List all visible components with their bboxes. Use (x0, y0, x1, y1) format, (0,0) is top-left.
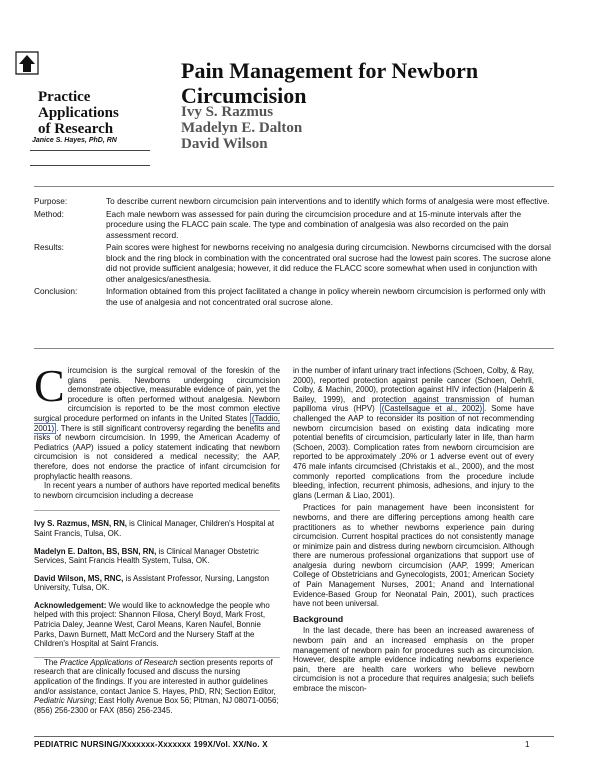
author-bios (34, 519, 280, 649)
abstract-conclusion: Conclusion: Information obtained from this project facilitated a change in policy wherein newborn circumcision is performed only with the use of analgesia and not concentrated oral sucrose alone. (34, 286, 546, 307)
abstract-method: Method: Each male newborn was assessed for pain during the circumcision procedure and at 15-minute intervals after the procedure using the FLACC pain scale. The type and combination of analgesia was also recorded on the pain assessment record. (34, 208, 522, 240)
divider (34, 510, 280, 511)
abstract (34, 196, 554, 309)
section-title-line: Applications (38, 105, 119, 121)
body-paragraph: In the last decade, there has been an increased awareness of newborn pain and an increased emphasis on the proper management of newborn pain for procedures such as circumcision. However, despite ample evidence indicating newborns experience pain, there are health care workers who believe newborn circumcision is not a procedure that requires analgesia; such beliefs embrace the miscon- (293, 626, 534, 693)
left-column (34, 360, 280, 715)
article-title: Pain Management for Newborn Circumcision (181, 58, 479, 108)
intro-paragraph: Circumcision is the surgical removal of the foreskin of the glans penis. Newborns undergoing circumcision demonstrate objective, measurable evidence of pain, yet the procedure is often performed without analgesia. Newborn circumcision is reported to be the most common elective surgical procedure performed on infants in the United States (Taddio, 2001) . There is still significant controversy regarding the benefits and risks of newborn circumcision. In 1999, the American Academy of Pediatrics (AAP) issued a policy statement indicating that newborn circumcision is not considered a medical necessity; the AAP, therefore, does not endorse the practice of infant circumcision for prophylactic health reasons. (34, 360, 280, 481)
author-bio: Madelyn E. Dalton, BS, BSN, RN, is Clinical Manager Obstetric Services, Saint Francis Health System, Tulsa, OK. (34, 546, 259, 566)
body-paragraph: Practices for pain management have been inconsistent for newborns, and there are differing perceptions among health care practitioners as to whether newborns experience pain during circumcision. Current hospital practices do not consistently manage or minimize pain and distress during newborn circumcision. Although there are numerous professional organizations that support use of analgesia during newborn circumcision (AAP, 1999; American College of Obstetricians and Gynecologists, 2001; American Society of Pain Management Nurses, 2001; Anand and International Evidence-Based Group for Neonatal Pain, 2001), such practices have not been universal. (293, 503, 534, 609)
divider (30, 150, 150, 151)
section-note: The Practice Applications of Research section presents reports of research that are clinically focused and discuss the nursing application of the findings. If you are interested in author guidelines and/or assistance, contact Janice S. Hayes, PhD, RN; Section Editor, Pediatric Nursing; East Holly Avenue Box 56; Pitman, NJ 08071-0056; (856) 256-2300 or FAX (856) 256-2345. (34, 657, 279, 715)
right-column (293, 366, 534, 694)
acknowledgement: Acknowledgement: We would like to acknowledge the people who helped with this project: Shannon Filosa, Cheryl Boyd, Mark Frost, Patricia Daley, Jeanne West, Carol Means, Karen Naufel, Bonnie Parks, Dawn Burnett, Matt McCord and the Nursery Staff at the Children's Hospital at Saint Francis. (34, 600, 270, 649)
author-name: Madelyn E. Dalton (181, 120, 303, 136)
journal-footer: PEDIATRIC NURSING/Xxxxxxx-Xxxxxxx 199X/Vol. XX/No. X (34, 740, 268, 749)
section-editor: Janice S. Hayes, PhD, RN (32, 137, 117, 144)
journal-emblem-icon (14, 50, 40, 76)
author-bio: David Wilson, MS, RNC, is Assistant Professor, Nursing, Langston University, Tulsa, OK. (34, 573, 269, 593)
section-title (38, 89, 168, 137)
drop-cap: C (34, 360, 65, 411)
author-name: Ivy S. Razmus (181, 104, 274, 120)
abstract-results: Results: Pain scores were highest for newborns receiving no analgesia during circumcision. Newborns circumcised with the dorsal block and the ring block in combination with the concentrated oral sucrose had the lowest pain scores. The sucrose alone did not provide sufficient analgesia; however, it did reduce the FLACC score somewhat when used in conjunction with other analgesics/anesthesia. (34, 242, 552, 284)
divider (30, 165, 150, 166)
section-heading: Background (293, 613, 344, 624)
citation-link[interactable]: (Castellsague et al., 2002) (381, 404, 483, 414)
divider (34, 348, 554, 349)
page-number: 1 (525, 740, 530, 749)
abstract-purpose: Purpose: To describe current newborn circumcision pain interventions and to identify which forms of analgesia were most effective. (34, 196, 550, 206)
footer-divider (34, 736, 554, 737)
body-paragraph: in the number of infant urinary tract infections (Schoen, Colby, & Ray, 2000), reported protection against penile cancer (Schoen, Oehrli, Colby, & Machin, 2000), protection against HIV infection (Halperin & Bailey, 1999), and protection against transmission of human papilloma virus (HPV) (Castellsague et al., 2002) . Some have challenged the AAP to reconsider its position of not recommending newborn circumcision based on existing data indicating more potential benefits of circumcision, particularly later in life, than harm (Schoen, 2003). Complication rates from newborn circumcision are reported to be approximately .20% or 1 adverse event out of every 476 male infants circumcised (Christakis et al., 2000), and the most commonly reported complications from the procedure include bleeding, infection, recurrent phimosis, adhesions, and injury to the glans (Lerman & Liao, 2001). (293, 366, 534, 500)
section-title-line: of Research (38, 121, 114, 137)
section-title-line: Practice (38, 89, 91, 105)
author-list (181, 104, 302, 152)
author-name: David Wilson (181, 136, 268, 152)
author-bio: Ivy S. Razmus, MSN, RN, is Clinical Manager, Children's Hospital at Saint Francis, Tulsa, OK. (34, 519, 275, 538)
divider (34, 186, 554, 187)
citation-link[interactable]: (Taddio, 2001) (34, 413, 280, 433)
body-paragraph: In recent years a number of authors have reported medical benefits to newborn circumcision including a decrease (34, 481, 280, 500)
